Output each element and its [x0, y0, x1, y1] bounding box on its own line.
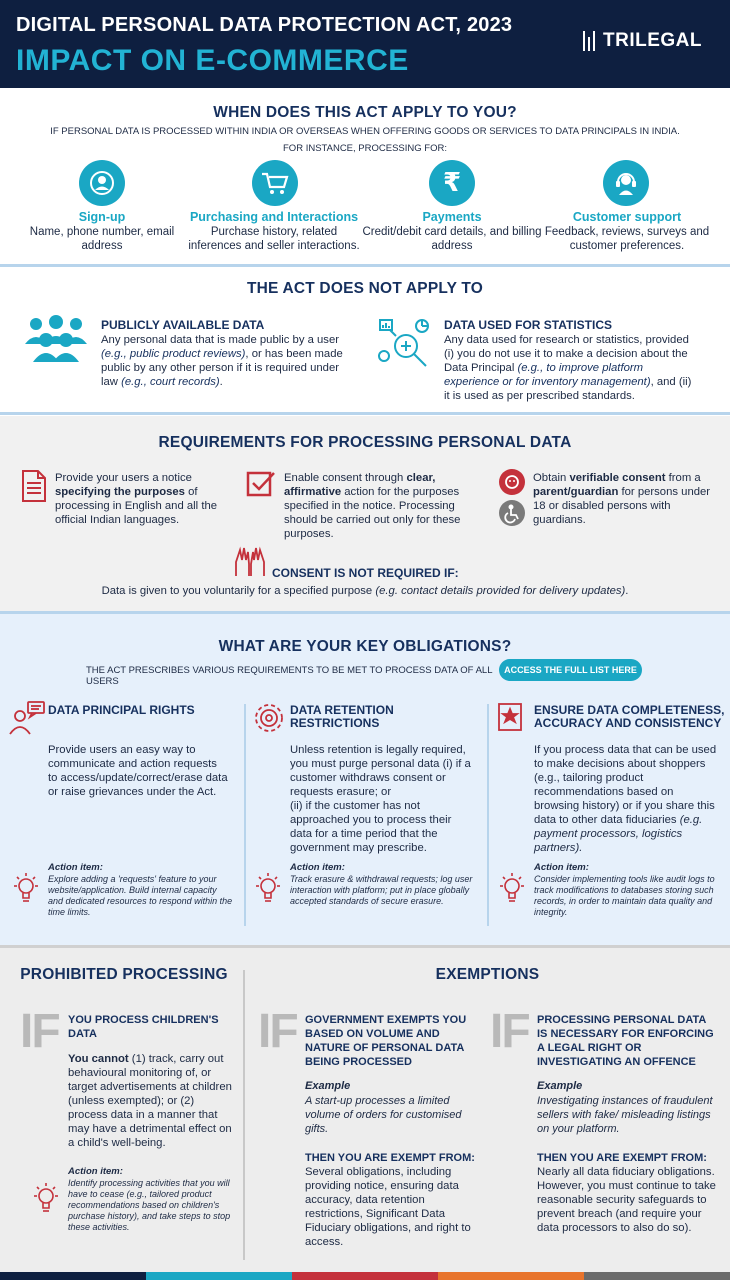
consent-not-required-text-1: Data is given to you voluntarily for a specified purpose [101, 585, 376, 597]
accuracy-text [534, 743, 720, 855]
prohibited-heading [68, 1013, 228, 1041]
applies-payments [362, 210, 542, 253]
stripe-orange [438, 1272, 584, 1280]
prohibited-action-label: Action item: [68, 1166, 123, 1177]
rights-action-label: Action item: [48, 862, 103, 873]
accuracy-text-1: If you process data that can be used to make decisions about shoppers (e.g., tailoring product recommendations based on browsing history) or if you share this data to other data fiduciaries [534, 744, 717, 826]
gov-example-label: Example [305, 1080, 351, 1092]
section-divider [0, 264, 730, 267]
rights-action-text: Explore adding a 'requests' feature to your website/application. Build internal capacity and dedicated resources to respond within the time limits. [48, 874, 233, 917]
column-divider [243, 970, 245, 1260]
legal-exempt-label: THEN YOU ARE EXEMPT FROM: [537, 1152, 707, 1164]
legal-exemption-heading: PROCESSING PERSONAL DATA IS NECESSARY FOR ENFORCING A LEGAL RIGHT OR INVESTIGATING AN OFFENCE [537, 1014, 714, 1068]
requirements-title: REQUIREMENTS FOR PROCESSING PERSONAL DATA [158, 434, 572, 451]
retention-action-text: Track erasure & withdrawal requests; log user interaction with platform; put in place globally accepted standards of secure erasure. [290, 874, 473, 906]
notice-text-1: Provide your users a notice [55, 472, 192, 484]
raised-hands-icon [232, 542, 268, 578]
applies-title: WHEN DOES THIS ACT APPLY TO YOU? [213, 104, 517, 121]
statistics-text-1: Any data used for research or statistics, provided (i) you do not use it to make a decision about the Data Principal [444, 334, 689, 374]
applies-support [537, 210, 717, 253]
consent-text-2: action for the purposes specified in the notice. Processing should be carried out only for these purposes. [284, 486, 461, 540]
public-data-text-1: Any personal data that is made public by a user [101, 334, 340, 346]
applies-signup-title: Sign-up [78, 210, 126, 224]
exemptions-title: EXEMPTIONS [435, 966, 540, 983]
retention-action-label: Action item: [290, 862, 345, 873]
obligations-title: WHAT ARE YOUR KEY OBLIGATIONS? [218, 638, 512, 655]
verifiable-text-1: Obtain [533, 472, 570, 484]
legal-example-label: Example [537, 1080, 583, 1092]
notice-text-2: of processing in English and all the official Indian languages. [55, 486, 218, 526]
applies-purchasing-title: Purchasing and Interactions [189, 210, 359, 224]
retention-title-1: DATA RETENTION [290, 703, 394, 717]
applies-purchasing-text: Purchase history, related inferences and seller interactions. [188, 226, 360, 252]
verifiable-text-2: from a [665, 472, 701, 484]
prohibited-text-body: (1) track, carry out behavioural monitoring of, or target advertisements at children (unless exempted); or (2) process data in a manner that may have a detrimental effect on a child's well-being. [68, 1053, 232, 1149]
stripe-red [292, 1272, 438, 1280]
gov-exempt-label: THEN YOU ARE EXEMPT FROM: [305, 1152, 475, 1164]
applies-signup [12, 210, 192, 253]
if-label: IF [490, 1005, 529, 1058]
accuracy-example: (e.g. payment processors, logistics partners). [534, 814, 703, 854]
retention-title-2: RESTRICTIONS [290, 716, 380, 730]
gov-example-text: A start-up processes a limited volume of orders for customised gifts. [305, 1095, 462, 1135]
obligations-note: THE ACT PRESCRIBES VARIOUS REQUIREMENTS TO BE MET TO PROCESS DATA OF ALL USERS [86, 665, 493, 687]
if-label: IF [20, 1005, 59, 1058]
prohibited-action-text: Identify processing activities that you will have to cease (e.g., tailored product recommendations based on children's purchase history), and take steps to stop these activities. [68, 1178, 231, 1232]
access-full-list-button[interactable]: ACCESS THE FULL LIST HERE [499, 659, 642, 681]
applies-note: IF PERSONAL DATA IS PROCESSED WITHIN INDIA OR OVERSEAS WHEN OFFERING GOODS OR SERVICES TO DATA PRINCIPALS IN INDIA. [50, 126, 680, 137]
lightbulb-icon [496, 870, 528, 906]
public-data-text [101, 333, 356, 389]
gov-exempt-text: Several obligations, including providing notice, ensuring data accuracy, data retention restrictions, Significant Data Fiduciary obligations, and right to access. [305, 1166, 471, 1248]
statistics-text [444, 333, 700, 403]
doc-title: DIGITAL PERSONAL DATA PROTECTION ACT, 2023 [16, 14, 513, 36]
prohibited-heading-2: DATA [68, 1028, 97, 1040]
accessibility-icon [499, 500, 525, 526]
headset-icon [603, 160, 649, 206]
consent-not-required-example: (e.g. contact details provided for delivery updates) [375, 585, 626, 597]
statistics-title: DATA USED FOR STATISTICS [444, 318, 612, 332]
notice-emphasis: specifying the purposes [55, 486, 185, 498]
stripe-navy [0, 1272, 146, 1280]
retention-title [290, 704, 394, 730]
consent-not-required-title: CONSENT IS NOT REQUIRED IF: [272, 566, 459, 580]
applies-purchasing [184, 210, 364, 253]
cart-icon [252, 160, 298, 206]
section-divider [0, 945, 730, 948]
column-divider [244, 704, 246, 926]
legal-exempt-text: Nearly all data fiduciary obligations. However, you must continue to take reasonable security safeguards to prevent breach (and require your data processors to also do so). [537, 1166, 716, 1234]
public-data-title: PUBLICLY AVAILABLE DATA [101, 318, 265, 332]
public-data-example-2: (e.g., court records) [121, 376, 220, 388]
doc-subtitle: IMPACT ON E-COMMERCE [16, 44, 409, 77]
applies-payments-title: Payments [422, 210, 482, 224]
statistics-example: (e.g., to improve platform experience or for inventory management) [444, 362, 651, 388]
gov-exemption-heading: GOVERNMENT EXEMPTS YOU BASED ON VOLUME AND NATURE OF PERSONAL DATA BEING PROCESSED [305, 1014, 467, 1068]
consent-text-1: Enable consent through [284, 472, 407, 484]
lightbulb-icon [10, 870, 42, 906]
consent-text [284, 471, 474, 541]
checkbox-icon [246, 469, 276, 499]
verifiable-emphasis: verifiable consent [569, 472, 666, 484]
retention-text-1: Unless retention is legally required, you must purge personal data (i) if a customer withdraws consent or requests erasure; or [290, 744, 471, 798]
consent-emphasis: clear, affirmative [284, 472, 436, 498]
section-divider [0, 412, 730, 415]
rupee-icon: ₹ [429, 160, 475, 206]
accuracy-action-text: Consider implementing tools like audit logs to track modifications to databases storing such records, in order to maintain data quality and integrity. [534, 874, 715, 917]
verifiable-consent-text [533, 471, 715, 527]
logo-bars-icon [583, 31, 595, 51]
statistics-text-2: , and (ii) it is used as per prescribed standards. [444, 376, 692, 402]
notice-text [55, 471, 235, 527]
stripe-gray [584, 1272, 730, 1280]
section-divider [0, 611, 730, 614]
trilegal-logo [583, 30, 702, 52]
legal-example-text: Investigating instances of fraudulent sellers with fake/ misleading listings on your platform. [537, 1095, 713, 1135]
accuracy-title-1: ENSURE DATA COMPLETENESS, [534, 703, 725, 717]
header-banner [0, 0, 730, 88]
applies-support-text: Feedback, reviews, surveys and customer preferences. [544, 226, 710, 252]
if-label: IF [258, 1005, 297, 1058]
star-bookmark-icon [497, 702, 525, 732]
consent-not-required-text [0, 584, 730, 598]
accuracy-title-2: ACCURACY AND CONSISTENCY [534, 716, 722, 730]
applies-note-instance: FOR INSTANCE, PROCESSING FOR: [283, 143, 447, 154]
applies-signup-text: Name, phone number, email address [29, 226, 175, 252]
document-icon [21, 469, 47, 503]
prohibited-text [68, 1052, 232, 1150]
retention-text-2: (ii) if the customer has not approached you to process their data for a time period that the government may prescribe. [290, 800, 452, 854]
retention-text [290, 743, 474, 855]
applies-support-title: Customer support [572, 210, 682, 224]
gear-settings-icon [251, 700, 287, 736]
accuracy-title [534, 704, 724, 730]
prohibited-emphasis: You cannot [68, 1053, 129, 1065]
people-group-icon [22, 314, 90, 362]
footer-color-stripes [0, 1272, 730, 1280]
baby-icon [499, 469, 525, 495]
statistics-icon [376, 316, 434, 372]
rights-text: Provide users an easy way to communicate and action requests to access/update/correct/erase data or raise grievances under the Act. [48, 744, 228, 798]
stripe-teal [146, 1272, 292, 1280]
prohibited-heading-1: YOU PROCESS CHILDREN'S [68, 1014, 219, 1026]
consent-not-required-end: . [625, 585, 629, 597]
accuracy-action-label: Action item: [534, 862, 589, 873]
logo-wordmark: TRILEGAL [603, 30, 702, 51]
not-apply-title: THE ACT DOES NOT APPLY TO [246, 280, 484, 297]
lightbulb-icon [252, 870, 284, 906]
rights-title: DATA PRINCIPAL RIGHTS [48, 703, 195, 717]
public-data-text-3: . [219, 376, 223, 388]
prohibited-title: PROHIBITED PROCESSING [20, 966, 228, 983]
public-data-text-2: , or has been made public by any other person if it is required under law [101, 348, 343, 388]
column-divider [487, 704, 489, 926]
user-icon [79, 160, 125, 206]
verifiable-text-3: for persons under 18 or disabled persons with guardians. [533, 486, 711, 526]
guardian-emphasis: parent/guardian [533, 486, 619, 498]
applies-payments-text: Credit/debit card details, and billing address [362, 226, 542, 252]
speaking-person-icon [8, 700, 46, 736]
public-data-example-1: (e.g., public product reviews) [101, 348, 246, 360]
lightbulb-icon [30, 1180, 62, 1216]
